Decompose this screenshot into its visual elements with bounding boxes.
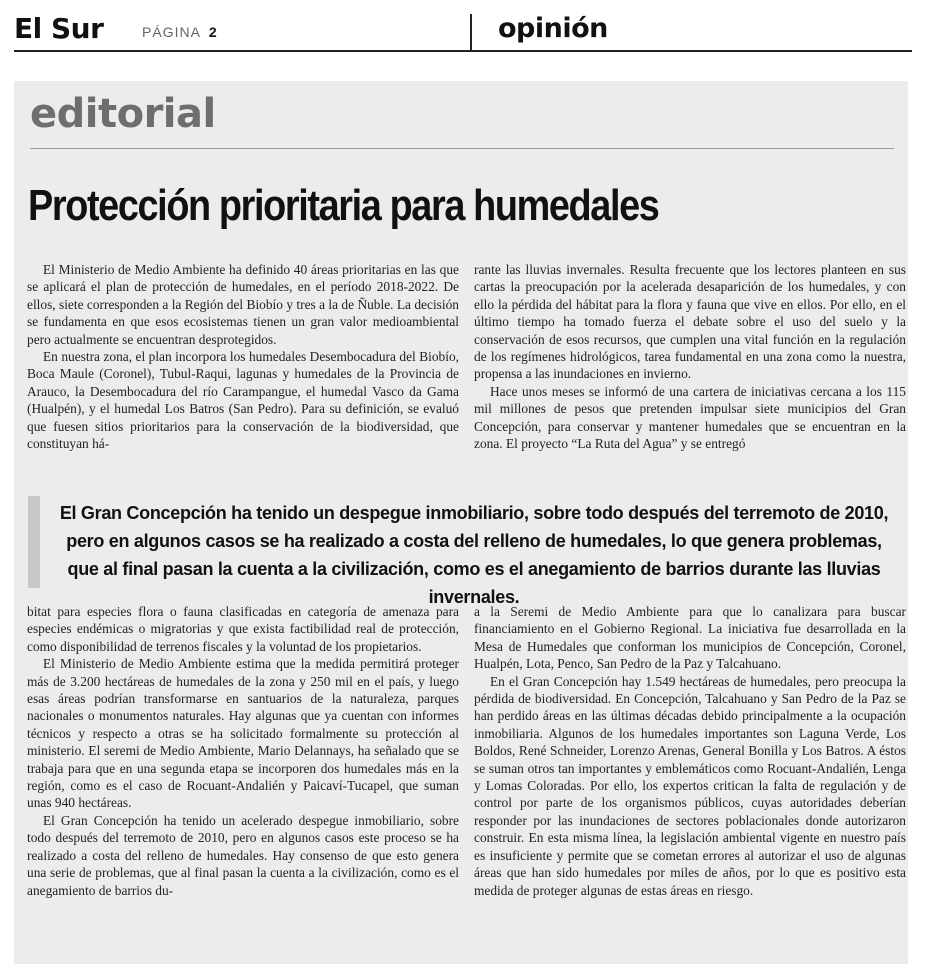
newspaper-logo: El Sur — [14, 12, 104, 45]
page-number: 2 — [208, 24, 218, 40]
editorial-kicker: editorial — [30, 91, 216, 137]
article-headline: Protección prioritaria para humedales — [28, 181, 659, 230]
paragraph: Hace unos meses se informó de una cartera de iniciativas cercana a los 115 mil millones de pesos que pretenden impulsar siete municipios del Gran Concepción, para conservar y mantener humedales que se encuentran en la zona. El proyecto “La Ruta del Agua” y se entregó — [474, 383, 906, 452]
section-title: opinión — [498, 13, 608, 44]
page-label: PÁGINA — [142, 24, 201, 40]
paragraph: bitat para especies flora o fauna clasificadas en categoría de amenaza para especies endémicas o migratorias y que exista factibilidad real de protección, como disponibilidad de terrenos fiscales y la voluntad de los propietarios. — [27, 604, 459, 654]
paragraph: En nuestra zona, el plan incorpora los humedales Desembocadura del Biobío, Boca Maule (Coronel), Tubul-Raqui, lagunas y humedales de la Provincia de Arauco, la Desembocadura del río Carampangue, el humedal Vasco da Gama (Hualpén), y el humedal Los Batros (San Pedro). Para su definición, se evaluó que fuesen sitios prioritarios para la conservación de la biodiversidad, que constituyan há- — [27, 349, 459, 452]
kicker-divider — [30, 148, 894, 149]
paragraph: En el Gran Concepción hay 1.549 hectáreas de humedales, pero preocupa la pérdida de biodiversidad. En Concepción, Talcahuano y San Pedro de la Paz se han perdido áreas en las últimas décadas debido principalmente a la ocupación inmobiliaria. Algunos de los humedales importantes son Laguna Verde, Los Boldos, René Schneider, Lorenzo Arenas, General Bonilla y Los Batros. A éstos se suman otros tan importantes y emblemáticos como Rocuant-Andalién, Lenga y Lomas Coloradas. Por ello, los expertos critican la falta de regulación y de control por parte de los organismos públicos, cuyas autoridades deberían responder por las inundaciones de sectores poblacionales donde autorizaron construir. En esta misma línea, la legislación ambiental vigente en nuestro país es insuficiente y permite que se cometan errores al autorizar el uso de algunas áreas que han sido humedales por miles de años, por lo que es positivo esta medida de proteger algunas de estas áreas en riesgo. — [474, 673, 906, 898]
paragraph: rante las lluvias invernales. Resulta frecuente que los lectores planteen en sus cartas la preocupación por la acelerada desaparición de los humedales, y con ello la pérdida del hábitat para la flora y fauna que vive en ellos. Por ello, en el último tiempo ha tomado fuerza el debate sobre el uso del suelo y la conservación de esos recursos, que cumplen una vital función en la regulación de los regímenes hidrológicos, tarea fundamental en una zona como la nuestra, propensa a las inundaciones en invierno. — [474, 262, 906, 382]
page-header — [14, 10, 912, 52]
pullquote: El Gran Concepción ha tenido un despegue inmobiliario, sobre todo después del terremoto de 2010, pero en algunos casos se ha realizado a costa del relleno de humedales, lo que genera problemas, que al final pasan la cuenta a la civilización, como es el anegamiento de barrios durante las lluvias invernales. — [59, 503, 889, 607]
column-1-top — [27, 261, 459, 452]
page-indicator — [142, 24, 218, 40]
paragraph: a la Seremi de Medio Ambiente para que lo canalizara para buscar financiamiento en el Gobierno Regional. La iniciativa fue desarrollada en la Mesa de Humedales que conforman los municipios de Concepción, Coronel, Hualpén, Lota, Penco, San Pedro de la Paz y Talcahuano. — [474, 604, 906, 672]
column-2-top — [474, 261, 906, 452]
paragraph: El Ministerio de Medio Ambiente ha definido 40 áreas prioritarias en las que se aplicará el plan de protección de humedales, en el período 2018-2022. De ellos, siete corresponden a la Región del Biobío y tres a la de Ñuble. La decisión se fundamenta en que esos ecosistemas tienen un gran valor medioambiental pero actualmente se encuentran desprotegidos. — [27, 262, 459, 347]
header-divider — [470, 14, 472, 52]
pullquote-bar — [28, 496, 40, 588]
column-1-bottom — [27, 603, 459, 899]
paragraph: El Ministerio de Medio Ambiente estima que la medida permitirá proteger más de 3.200 hectáreas de humedales de la zona y 250 mil en el país, y luego esas áreas podrían transformarse en santuarios de la naturaleza, parques nacionales o monumentos naturales. Hay algunas que ya cuentan con informes técnicos y respecto a otras se ha solicitado formalmente su protección al ministerio. El seremi de Medio Ambiente, Mario Delannays, ha señalado que se trabaja para que en una segunda etapa se incorporen dos humedales más en la región, como es el caso de Rocuant-Andalién y Paicaví-Tucapel, que suman unas 940 hectáreas. — [27, 656, 459, 811]
paragraph: El Gran Concepción ha tenido un acelerado despegue inmobiliario, sobre todo después del terremoto de 2010, pero en algunos casos este proceso se ha realizado a costa del relleno de humedales. Hay consenso de que esto genera una serie de problemas, que al final pasan la cuenta a la civilización, como es el anegamiento de barrios du- — [27, 812, 459, 898]
column-2-bottom — [474, 603, 906, 899]
editorial-panel — [14, 81, 908, 964]
